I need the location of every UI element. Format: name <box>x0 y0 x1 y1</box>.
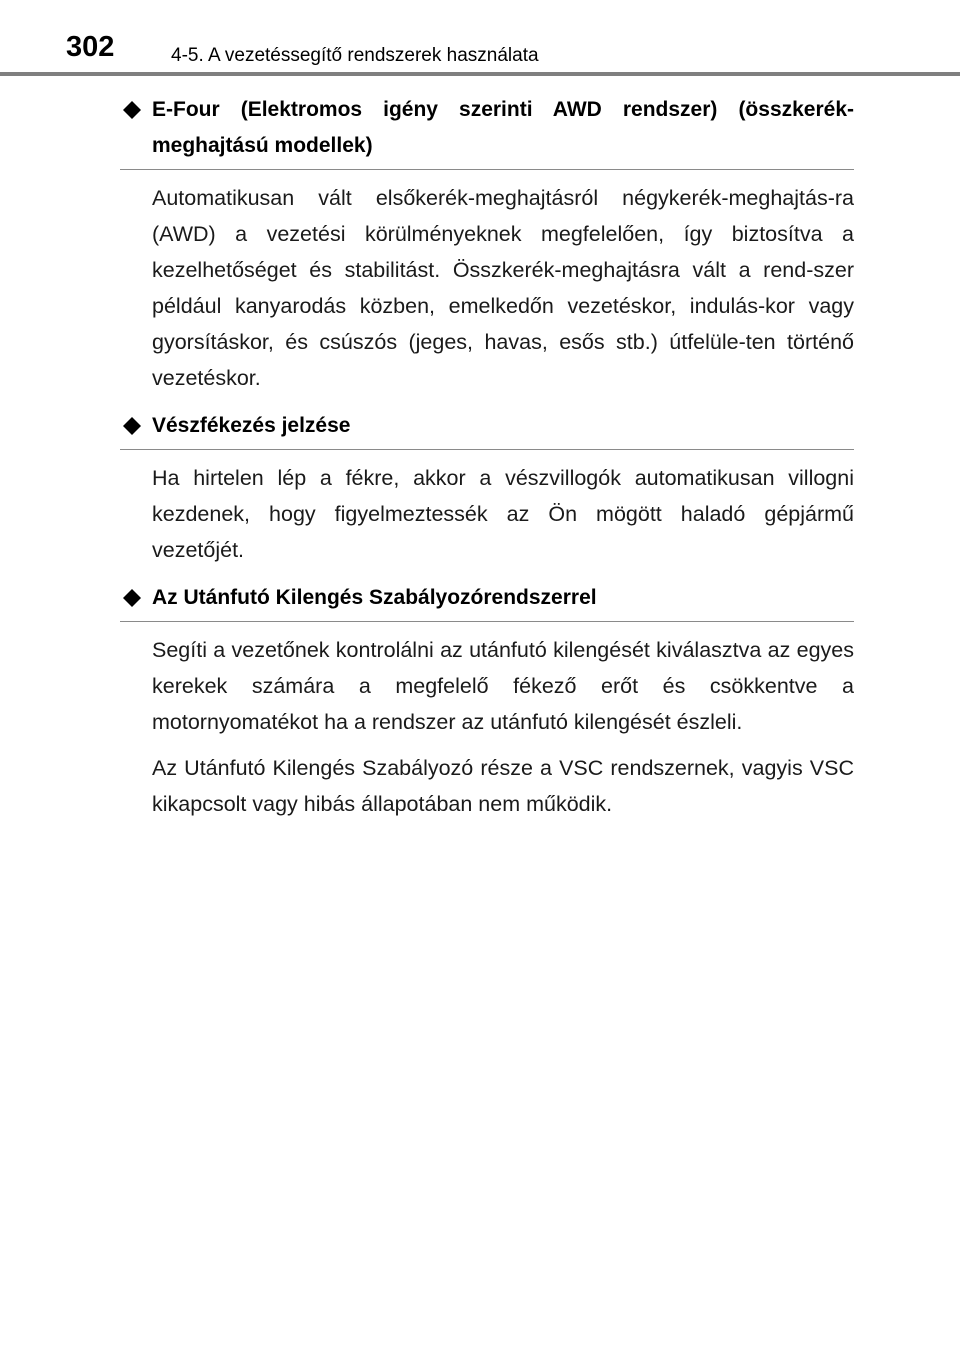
section-heading <box>120 580 854 622</box>
diamond-bullet-icon <box>123 101 141 119</box>
section-heading <box>120 408 854 450</box>
page-header <box>0 0 960 80</box>
chapter-title: 4-5. A vezetéssegítő rendszerek használata <box>171 45 539 66</box>
section-title: E-Four (Elektromos igény szerinti AWD rendszer) (összkerék-meghajtású modellek) <box>152 98 854 157</box>
paragraph: Automatikusan vált elsőkerék-meghajtásról négykerék-meghajtás-ra (AWD) a vezetési körülményeknek megfelelően, így biztosítva a kezelhetőséget és stabilitást. Összkerék-meghajtásra vált a rend-szer például kanyarodás közben, emelkedőn vezetéskor, indulás-kor vagy gyorsításkor, és csúszós (jeges, havas, esős stb.) útfelüle-ten történő vezetéskor. <box>152 186 854 390</box>
paragraph: Az Utánfutó Kilengés Szabályozó része a VSC rendszernek, vagyis VSC kikapcsolt vagy hibás állapotában nem működik. <box>152 756 854 816</box>
paragraph: Segíti a vezetőnek kontrolálni az utánfutó kilengését kiválasztva az egyes kerekek számára a megfelelő fékező erőt és csökkentve a motornyomatékot ha a rendszer az utánfutó kilengését észleli. <box>152 638 854 734</box>
section-heading <box>120 92 854 170</box>
header-rule <box>0 72 960 76</box>
section-title: Az Utánfutó Kilengés Szabályozórendszerrel <box>152 586 597 609</box>
section-trailer-sway-control <box>120 580 854 822</box>
section-emergency-brake-signal <box>120 408 854 568</box>
diamond-bullet-icon <box>123 417 141 435</box>
page-content <box>120 92 854 822</box>
diamond-bullet-icon <box>123 589 141 607</box>
section-e-four <box>120 92 854 396</box>
paragraph: Ha hirtelen lép a fékre, akkor a vészvillogók automatikusan villogni kezdenek, hogy figyelmeztessék az Ön mögött haladó gépjármű vezetőjét. <box>152 466 854 562</box>
page-number: 302 <box>66 31 115 63</box>
section-title: Vészfékezés jelzése <box>152 414 351 437</box>
